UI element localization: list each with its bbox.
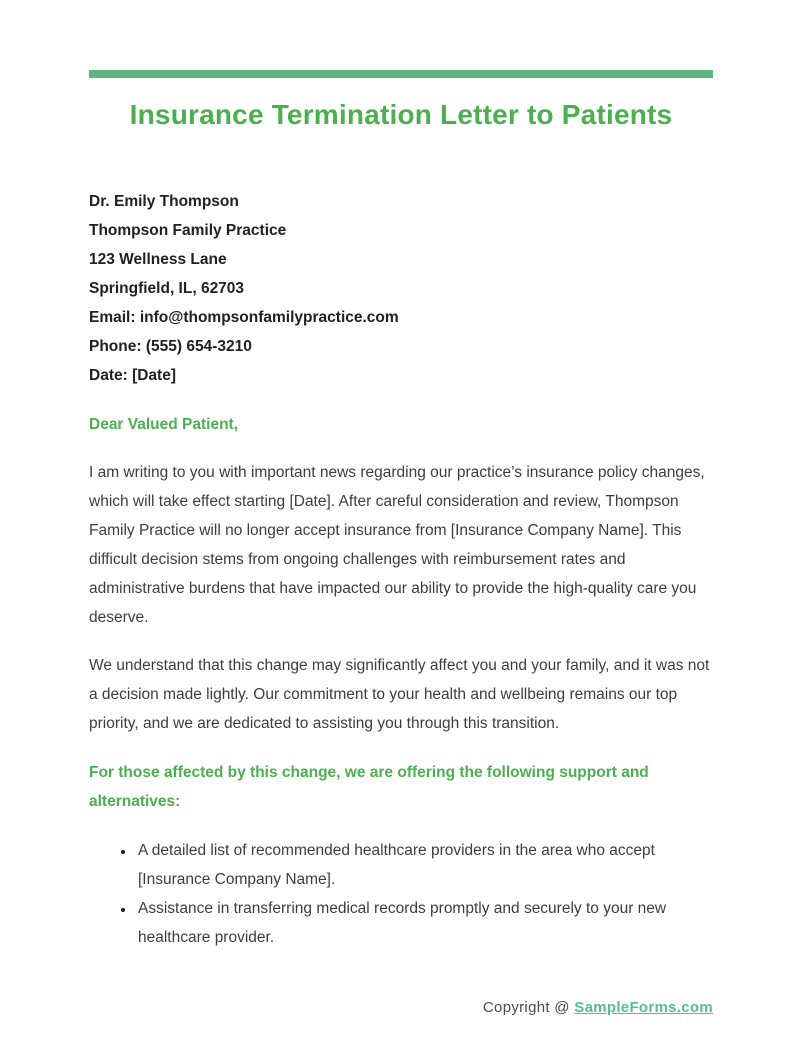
letterhead-line-email: Email: info@thompsonfamilypractice.com: [89, 309, 399, 326]
list-item-provider-list: • A detailed list of recommended healthcare providers in the area who accept [Insurance Company Name].: [135, 836, 713, 894]
letterhead-line-city: Springfield, IL, 62703: [89, 280, 245, 297]
letter-content: [89, 70, 713, 952]
list-item-records-transfer: • Assistance in transferring medical records promptly and securely to your new healthcare provider.: [135, 894, 713, 952]
copyright-footer: [483, 999, 713, 1016]
copyright-text: Copyright @: [482, 999, 575, 1016]
letter-paragraph-1: I am writing to you with important news regarding our practice’s insurance policy changes, which will take effect starting [Date]. After careful consideration and review, Thompson Family Practice will no longer accept insurance from [Insurance Company Name]. This difficult decision stems from ongoing challenges with reimbursement rates and administrative burdens that have impacted our ability to provide the high-quality care you deserve.: [89, 464, 705, 626]
accent-bar: [89, 70, 713, 78]
support-list: [89, 836, 713, 952]
letter-paragraph-2: We understand that this change may significantly affect you and your family, and it was not a decision made lightly. Our commitment to your health and wellbeing remains our top priority, and we are dedicated to assisting you through this transition.: [89, 657, 710, 732]
page-title: Insurance Termination Letter to Patients: [129, 99, 673, 130]
letterhead-line-street: 123 Wellness Lane: [89, 251, 227, 268]
letterhead-line-doctor-name: Dr. Emily Thompson: [89, 193, 239, 210]
support-heading: For those affected by this change, we are offering the following support and alternatives:: [89, 764, 649, 810]
letterhead-line-date: Date: [Date]: [89, 367, 176, 384]
sampleforms-link[interactable]: SampleForms.com: [574, 999, 713, 1016]
letterhead-line-practice-name: Thompson Family Practice: [89, 222, 287, 239]
letterhead-line-phone: Phone: (555) 654-3210: [89, 338, 252, 355]
salutation: Dear Valued Patient,: [89, 416, 239, 433]
letterhead: [89, 187, 713, 390]
